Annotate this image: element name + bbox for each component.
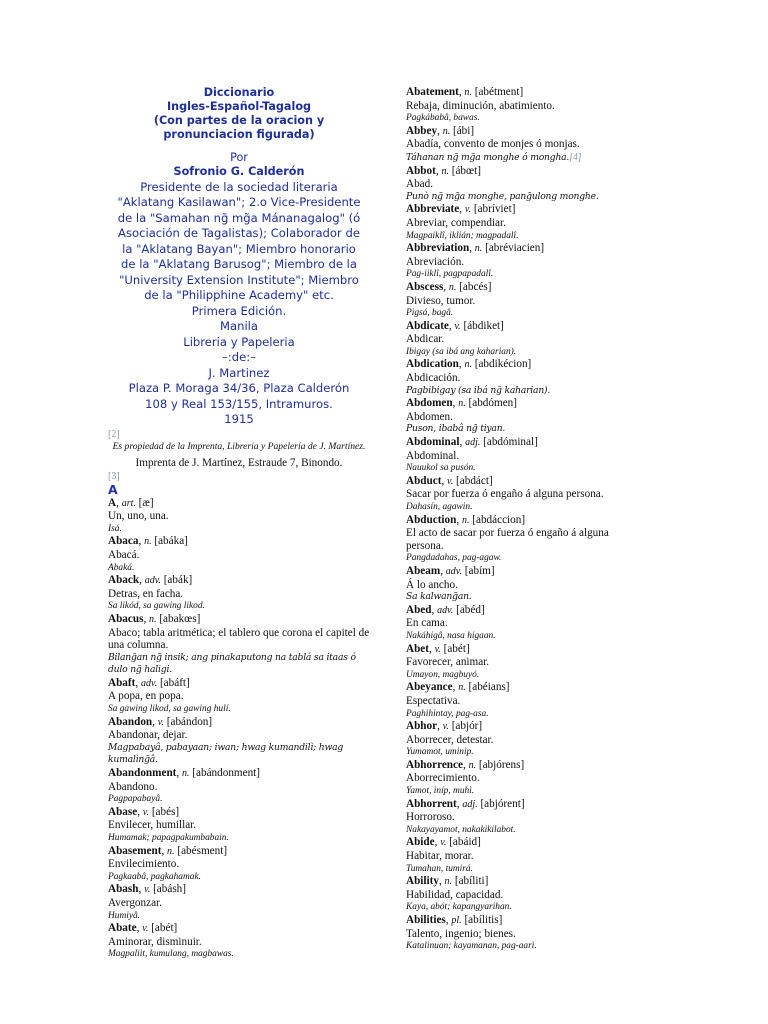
tagalog-translation	[406, 863, 621, 876]
part-of-speech: art.	[121, 497, 136, 509]
tagalog-text: Pigsá, bagâ.	[406, 308, 454, 319]
tagalog-translation	[108, 703, 370, 716]
spanish-translation: Abandonar, dejar.	[108, 729, 188, 742]
title-line: pronunciacion figurada)	[163, 128, 315, 142]
entry-headline: Abandon, v. [abándon]	[108, 715, 213, 728]
tagalog-translation	[108, 562, 370, 575]
pronunciation: [abjórent]	[480, 797, 525, 810]
pronunciation: [abáid]	[449, 836, 481, 849]
title-line: Primera Edición.	[191, 303, 287, 318]
pronunciation: [abésment]	[177, 844, 228, 857]
entry-headline: Abed, adv. [abéd]	[406, 603, 485, 616]
tagalog-text: Puson, ibabâ ng̃ tiyan.	[406, 423, 506, 435]
dictionary-entry	[406, 320, 621, 359]
entry-headline: Abbot, n. [ábœt]	[406, 164, 481, 177]
headword: Abduction	[406, 513, 457, 526]
pronunciation: [abét]	[151, 922, 178, 935]
entry-headline: Abet, v. [abét]	[406, 642, 470, 655]
entry-headline: Abdomen, n. [abdómen]	[406, 397, 517, 410]
pronunciation: [abíliti]	[454, 875, 489, 888]
tagalog-translation	[406, 785, 621, 798]
spanish-translation: Abacá.	[108, 548, 140, 561]
tagalog-translation	[406, 552, 621, 565]
dictionary-entry	[108, 845, 370, 884]
spanish-translation: En cama.	[406, 617, 448, 630]
part-of-speech: adv.	[437, 604, 454, 616]
part-of-speech: pl.	[451, 915, 462, 926]
pronunciation: [abándonment]	[192, 767, 261, 780]
spanish-translation: Á lo ancho.	[406, 578, 458, 591]
entry-headline: Abbey, n. [ábi]	[406, 124, 475, 137]
part-of-speech: v.	[157, 716, 164, 728]
part-of-speech: v.	[442, 721, 449, 733]
part-of-speech: n.	[468, 759, 477, 771]
headword: Abide	[406, 836, 435, 849]
headword: Abdomen	[406, 397, 453, 410]
headword: Abdominal	[406, 436, 460, 449]
pronunciation: [æ]	[138, 496, 154, 509]
tagalog-text: Humiyâ.	[108, 910, 141, 921]
title-page	[108, 86, 370, 428]
tagalog-text: Pagkaabâ, pagkahamak.	[108, 871, 201, 882]
pronunciation: [abétment]	[474, 86, 524, 98]
part-of-speech: adv.	[144, 575, 161, 587]
dictionary-entry	[406, 281, 621, 320]
entry-headline: Abbreviate, v. [abríviet]	[406, 203, 516, 216]
tagalog-text: Pagpapabayâ.	[108, 794, 163, 805]
entry-headline: Abacus, n. [abakœs]	[108, 612, 201, 625]
entry-headline: Abash, v. [abásh]	[108, 883, 187, 896]
dictionary-entry	[406, 203, 621, 242]
title-line: J. Martinez	[208, 365, 270, 380]
dictionary-entry	[406, 358, 621, 397]
tagalog-text: Kaya, abót; kapangyarihan.	[406, 902, 512, 913]
entry-headline: Abbreviation, n. [abréviacien]	[406, 242, 545, 255]
tagalog-translation	[108, 523, 370, 536]
headword: Abase	[108, 805, 138, 818]
headword: Abash	[108, 883, 139, 896]
title-line: Por	[230, 151, 248, 165]
spanish-translation: Aminorar, disminuir.	[108, 935, 202, 948]
pronunciation: [abréviacien]	[485, 242, 545, 255]
tagalog-text: Nauukol sa pusón.	[406, 463, 476, 474]
tagalog-translation	[406, 230, 621, 243]
tagalog-translation	[406, 708, 621, 721]
tagalog-text: Nakayayamot, nakakikilabot.	[406, 824, 516, 835]
page-marker[interactable]: [4]	[569, 151, 582, 163]
dictionary-entry	[406, 165, 621, 204]
spanish-translation: Espectativa.	[406, 694, 461, 707]
headword: Abdicate	[406, 319, 449, 332]
headword: Abbot	[406, 164, 436, 177]
tagalog-text: Sa likód, sa gawing likod.	[108, 601, 205, 612]
headword: Abasement	[108, 844, 162, 857]
tagalog-translation	[108, 793, 370, 806]
title-gap	[108, 142, 370, 151]
dictionary-entry	[108, 767, 370, 806]
spanish-translation: Un, uno, una.	[108, 510, 169, 523]
copyright-note: Es propiedad de la Imprenta, Librería y Papelería de J. Martínez.	[112, 440, 366, 452]
tagalog-text: Nakáhigâ, nasa higaan.	[406, 630, 496, 641]
dictionary-entry	[108, 535, 370, 574]
tagalog-text: Isá.	[108, 523, 122, 534]
title-line: Ingles-Español-Tagalog	[166, 100, 312, 114]
tagalog-translation	[406, 630, 621, 643]
pronunciation: [abakœs]	[159, 612, 201, 625]
dictionary-entry	[108, 574, 370, 613]
tagalog-translation	[406, 501, 621, 514]
headword: Abilities	[406, 914, 446, 926]
headword: Abeyance	[406, 681, 453, 694]
part-of-speech: n.	[458, 682, 466, 694]
tagalog-translation	[108, 871, 370, 884]
title-line: "Aklatang Kasilawan"; 2.o Vice-Presidente	[117, 195, 361, 210]
entry-headline: Abaca, n. [abáka]	[108, 535, 188, 548]
title-line: Plaza P. Moraga 34/36, Plaza Calderón	[128, 381, 350, 396]
pronunciation: [abdikécion]	[474, 358, 532, 371]
headword: Abate	[108, 922, 137, 935]
part-of-speech: v.	[454, 320, 461, 332]
dictionary-entry	[108, 613, 370, 677]
entry-list	[108, 497, 370, 961]
tagalog-text: Magpaliit, kumulang, magbawas.	[108, 949, 234, 960]
dictionary-entry	[406, 125, 621, 165]
tagalog-text: Humamak; papagpakumbabain.	[108, 833, 229, 843]
title-line: 108 y Real 153/155, Intramuros.	[145, 396, 333, 411]
spanish-translation: Abreviar, compendiar.	[406, 216, 506, 229]
tagalog-text: Punò ng̃ mg̃a monghe, pang̃ulong monghe.	[406, 190, 599, 202]
page-marker[interactable]: [2]	[108, 428, 120, 440]
dictionary-entry	[406, 565, 621, 604]
headword: Ability	[406, 875, 439, 888]
pronunciation: [abjórens]	[478, 758, 525, 771]
part-of-speech: v.	[464, 204, 472, 216]
dictionary-entry	[108, 806, 370, 845]
headword: Abhorrent	[406, 797, 457, 810]
part-of-speech: n.	[149, 613, 157, 625]
entry-headline: Abduct, v. [abdáct]	[406, 474, 493, 487]
title-line: la "Aklatang Bayan"; Miembro honorario	[122, 241, 356, 256]
tagalog-text: Ibigay (sa ibá ang kaharian).	[406, 346, 517, 357]
dictionary-entry	[108, 922, 370, 961]
tagalog-text: Abaká.	[108, 562, 135, 573]
pronunciation: [abét]	[443, 642, 470, 655]
headword: Aback	[108, 574, 140, 587]
tagalog-text: Sa gawing likod, sa gawing hulí.	[108, 704, 231, 715]
tagalog-translation	[406, 385, 621, 398]
dictionary-entry	[406, 875, 621, 914]
part-of-speech: n.	[181, 768, 190, 780]
tagalog-translation	[108, 948, 370, 961]
spanish-translation: Avergonzar.	[108, 896, 162, 909]
entry-headline: Ability, n. [abíliti]	[406, 875, 489, 888]
entry-headline: Abdicate, v. [ábdiket]	[406, 319, 504, 332]
entry-headline: Aback, adv. [abák]	[108, 574, 193, 587]
dictionary-entry	[406, 397, 621, 436]
pronunciation: [abák]	[163, 574, 193, 587]
part-of-speech: n.	[144, 536, 152, 548]
part-of-speech: n.	[474, 243, 483, 255]
dictionary-entry	[406, 759, 621, 798]
headword: Abscess	[406, 280, 444, 293]
tagalog-translation	[406, 268, 621, 281]
tagalog-text: Tumahan, tumirá.	[406, 863, 473, 874]
tagalog-text: Sa kalwang̃an.	[406, 591, 472, 603]
tagalog-translation	[406, 901, 621, 914]
headword: Abaca	[108, 535, 139, 548]
part-of-speech: n.	[461, 514, 470, 526]
part-of-speech: adj.	[465, 437, 481, 449]
title-line: 1915	[224, 412, 254, 427]
entry-headline: Abeyance, n. [abéians]	[406, 681, 510, 694]
title-line: Presidente de la sociedad literaria	[140, 179, 338, 194]
title-line: –:de:–	[222, 350, 256, 365]
entry-headline: Abduction, n. [abdáccion]	[406, 513, 526, 526]
tagalog-text: Magpabayâ, pabayaan; iwan; hwag kumandilì; hwag kumalìng̃â.	[108, 741, 344, 766]
pronunciation: [abáka]	[154, 535, 188, 548]
dictionary-entry	[406, 681, 621, 720]
dictionary-entry	[108, 677, 370, 716]
spanish-translation: Talento, ingenio; bienes.	[406, 927, 516, 940]
spanish-translation: Abdomen.	[406, 410, 453, 423]
entry-headline: Abaft, adv. [abáft]	[108, 676, 190, 689]
page-marker[interactable]: [3]	[108, 470, 120, 482]
spanish-translation: Abandono.	[108, 780, 158, 793]
spanish-translation: Aborrecimiento.	[406, 772, 480, 785]
tagalog-text: Pangdadahas, pag-agaw.	[406, 553, 502, 564]
pronunciation: [abjór]	[451, 720, 483, 733]
spanish-translation: Horroroso.	[406, 811, 455, 824]
title-line: Asociación de Tagalistas); Colaborador de	[118, 226, 360, 241]
tagalog-text: Pag-iiklî, pagpapadalî.	[406, 269, 494, 280]
tagalog-translation	[108, 910, 370, 923]
spanish-translation: Abadía, convento de monjes ó monjas.	[406, 138, 580, 151]
pronunciation: [abéians]	[468, 681, 510, 694]
spanish-translation: El acto de sacar por fuerza ó engaño á alguna persona.	[406, 527, 609, 552]
part-of-speech: v.	[142, 923, 149, 935]
dictionary-entry	[108, 716, 370, 767]
tagalog-translation	[406, 346, 621, 359]
spanish-translation: Sacar por fuerza ó engaño á alguna persona.	[406, 488, 604, 501]
dictionary-entry	[406, 514, 621, 565]
dictionary-entry	[406, 242, 621, 281]
spanish-translation: Abaco; tabla aritmética; el tablero que corona el capitel de una columna.	[108, 626, 370, 652]
dictionary-entry	[406, 86, 621, 125]
headword: Abbreviation	[406, 242, 470, 255]
dictionary-entry	[406, 836, 621, 875]
tagalog-translation	[406, 151, 621, 165]
part-of-speech: v.	[142, 806, 150, 818]
title-line: Sofronio G. Calderón	[173, 165, 305, 179]
headword: Abatement	[406, 86, 459, 98]
part-of-speech: v.	[447, 475, 454, 487]
tagalog-translation	[406, 423, 621, 436]
spanish-translation: Aborrecer, detestar.	[406, 733, 494, 746]
entry-headline: Abate, v. [abét]	[108, 922, 178, 935]
tagalog-translation	[406, 824, 621, 837]
headword: Abduct	[406, 474, 442, 487]
pronunciation: [abdáct]	[456, 474, 493, 487]
part-of-speech: n.	[464, 359, 472, 371]
entry-headline: Abase, v. [abés]	[108, 805, 180, 818]
title-line: Manila	[219, 319, 258, 334]
entry-headline: Abasement, n. [abésment]	[108, 844, 228, 857]
tagalog-translation	[406, 462, 621, 475]
pronunciation: [abándon]	[166, 715, 213, 728]
pronunciation: [abdómen]	[468, 397, 517, 410]
entry-headline: Abandonment, n. [abándonment]	[108, 767, 261, 780]
right-column	[406, 86, 621, 953]
entry-headline: A, art. [æ]	[108, 496, 154, 509]
title-line: de la "Aklatang Barusog"; Miembro de la	[121, 257, 357, 272]
headword: Abhor	[406, 720, 438, 733]
tagalog-translation	[108, 832, 370, 845]
dictionary-entry	[406, 914, 621, 953]
part-of-speech: n.	[442, 125, 451, 137]
entry-headline: Abilities, pl. [abílitis]	[406, 914, 503, 926]
part-of-speech: n.	[464, 87, 472, 98]
part-of-speech: n.	[448, 281, 457, 293]
pronunciation: [abásh]	[153, 883, 187, 896]
headword: Abacus	[108, 612, 144, 625]
tagalog-translation	[406, 307, 621, 320]
tagalog-text: Katalinuan; kayamanan, pag-aarì.	[406, 941, 537, 952]
headword: Abet	[406, 642, 429, 655]
part-of-speech: adj.	[462, 798, 478, 810]
spanish-translation: Rebaja, diminución, abatimiento.	[406, 99, 555, 112]
part-of-speech: v.	[440, 837, 447, 849]
tagalog-text: Umayon, magbuyó.	[406, 669, 480, 680]
headword: Abandon	[108, 715, 153, 728]
part-of-speech: v.	[434, 643, 441, 655]
headword: Abaft	[108, 676, 136, 689]
part-of-speech: n.	[444, 876, 453, 888]
tagalog-translation	[108, 652, 370, 677]
tagalog-text: Yumamot, uminip.	[406, 747, 474, 758]
pronunciation: [abcés]	[459, 280, 492, 293]
title-line: Libreria y Papeleria	[183, 334, 295, 349]
entry-headline: Abscess, n. [abcés]	[406, 280, 492, 293]
tagalog-text: Pagbibigay (sa ibá ng̃ kaharian).	[406, 384, 551, 396]
dictionary-entry	[406, 720, 621, 759]
part-of-speech: n.	[441, 165, 449, 177]
tagalog-text: Paghihintay, pag-asa.	[406, 708, 489, 719]
tagalog-text: Bilang̃an ng̃ insik; ang pinakaputong na tablá sa itaas ó dulo ng̃ haligi.	[108, 651, 356, 676]
tagalog-translation	[406, 191, 621, 204]
entry-headline: Abhorrence, n. [abjórens]	[406, 758, 525, 771]
headword: Abbreviate	[406, 203, 460, 216]
pronunciation: [ábœt]	[451, 164, 481, 177]
spanish-translation: Detras, en facha.	[108, 587, 184, 600]
entry-headline: Abeam, adv. [abím]	[406, 564, 495, 577]
spanish-translation: Habilidad, capacidad.	[406, 888, 504, 901]
dictionary-entry	[406, 643, 621, 682]
pronunciation: [abílitis]	[464, 914, 503, 926]
dictionary-entry	[406, 798, 621, 837]
spanish-translation: Favorecer, animar.	[406, 656, 490, 669]
dictionary-entry	[108, 497, 370, 536]
title-line: Diccionario	[203, 86, 275, 99]
pronunciation: [ábdiket]	[463, 319, 504, 332]
tagalog-text: Dahasín, agawin.	[406, 502, 473, 512]
tagalog-text: Yamot, iníp, muhì.	[406, 786, 475, 797]
title-line: de la "Philipphine Academy" etc.	[144, 288, 334, 303]
entry-headline: Abide, v. [abáid]	[406, 836, 481, 849]
headword: Abeam	[406, 564, 441, 577]
tagalog-translation	[406, 940, 621, 953]
entry-list	[406, 86, 621, 953]
tagalog-text: Táhanan ng̃ mg̃a monghe ó mongha.	[406, 151, 570, 163]
section-letter: A	[108, 481, 118, 497]
tagalog-translation	[406, 591, 621, 604]
pronunciation: [abéd]	[456, 603, 485, 616]
entry-headline: Abdication, n. [abdikécion]	[406, 358, 532, 371]
printer-line: Imprenta de J. Martínez, Estraude 7, Binondo.	[135, 456, 343, 469]
pronunciation: [ábi]	[452, 124, 475, 137]
headword: A	[108, 496, 117, 509]
spanish-translation: Envilecimiento.	[108, 858, 180, 871]
pronunciation: [abdáccion]	[472, 513, 526, 526]
title-line: "University Extension Institute"; Miembro	[119, 272, 359, 287]
dictionary-entry	[108, 883, 370, 922]
dictionary-entry	[406, 604, 621, 643]
pronunciation: [abím]	[464, 564, 495, 577]
headword: Abbey	[406, 124, 438, 137]
part-of-speech: n.	[167, 845, 175, 857]
part-of-speech: n.	[458, 398, 466, 410]
title-line: (Con partes de la oracion y	[153, 114, 325, 128]
spanish-translation: Divieso, tumor.	[406, 294, 476, 307]
tagalog-translation	[108, 600, 370, 613]
headword: Abhorrence	[406, 758, 463, 771]
entry-headline: Abatement, n. [abétment]	[406, 86, 524, 98]
spanish-translation: Abdominal.	[406, 449, 460, 462]
spanish-translation: Abdicar.	[406, 333, 445, 346]
pronunciation: [abés]	[151, 805, 180, 818]
tagalog-text: Magpaiklî, iklián; magpadalî.	[406, 230, 519, 241]
part-of-speech: v.	[144, 884, 151, 896]
spanish-translation: Abreviación.	[406, 255, 465, 268]
spanish-translation: Habitar, morar.	[406, 850, 474, 863]
headword: Abandonment	[108, 767, 177, 780]
entry-headline: Abdominal, adj. [abdóminal]	[406, 436, 538, 449]
tagalog-translation	[406, 669, 621, 682]
headword: Abed	[406, 603, 432, 616]
headword: Abdication	[406, 358, 459, 371]
spanish-translation: A popa, en popa.	[108, 690, 184, 703]
entry-headline: Abhorrent, adj. [abjórent]	[406, 797, 525, 810]
pronunciation: [abríviet]	[473, 203, 516, 216]
dictionary-entry	[406, 436, 621, 475]
tagalog-translation	[108, 742, 370, 767]
part-of-speech: adv.	[140, 677, 158, 689]
tagalog-text: Pagkábabâ, bawas.	[406, 113, 480, 124]
spanish-translation: Abdicación.	[406, 372, 461, 385]
left-column	[108, 86, 370, 961]
tagalog-translation	[406, 746, 621, 759]
pronunciation: [abdóminal]	[483, 436, 538, 449]
spanish-translation: Abad.	[406, 178, 434, 191]
pronunciation: [abáft]	[159, 676, 190, 689]
spanish-translation: Envilecer, humillar.	[108, 819, 197, 832]
tagalog-translation	[406, 112, 621, 125]
part-of-speech: adv.	[445, 565, 462, 577]
dictionary-entry	[406, 475, 621, 514]
title-line: de la "Samahan ng̃ mg̃a Mánanagalog" (ó	[117, 210, 361, 225]
entry-headline: Abhor, v. [abjór]	[406, 720, 483, 733]
